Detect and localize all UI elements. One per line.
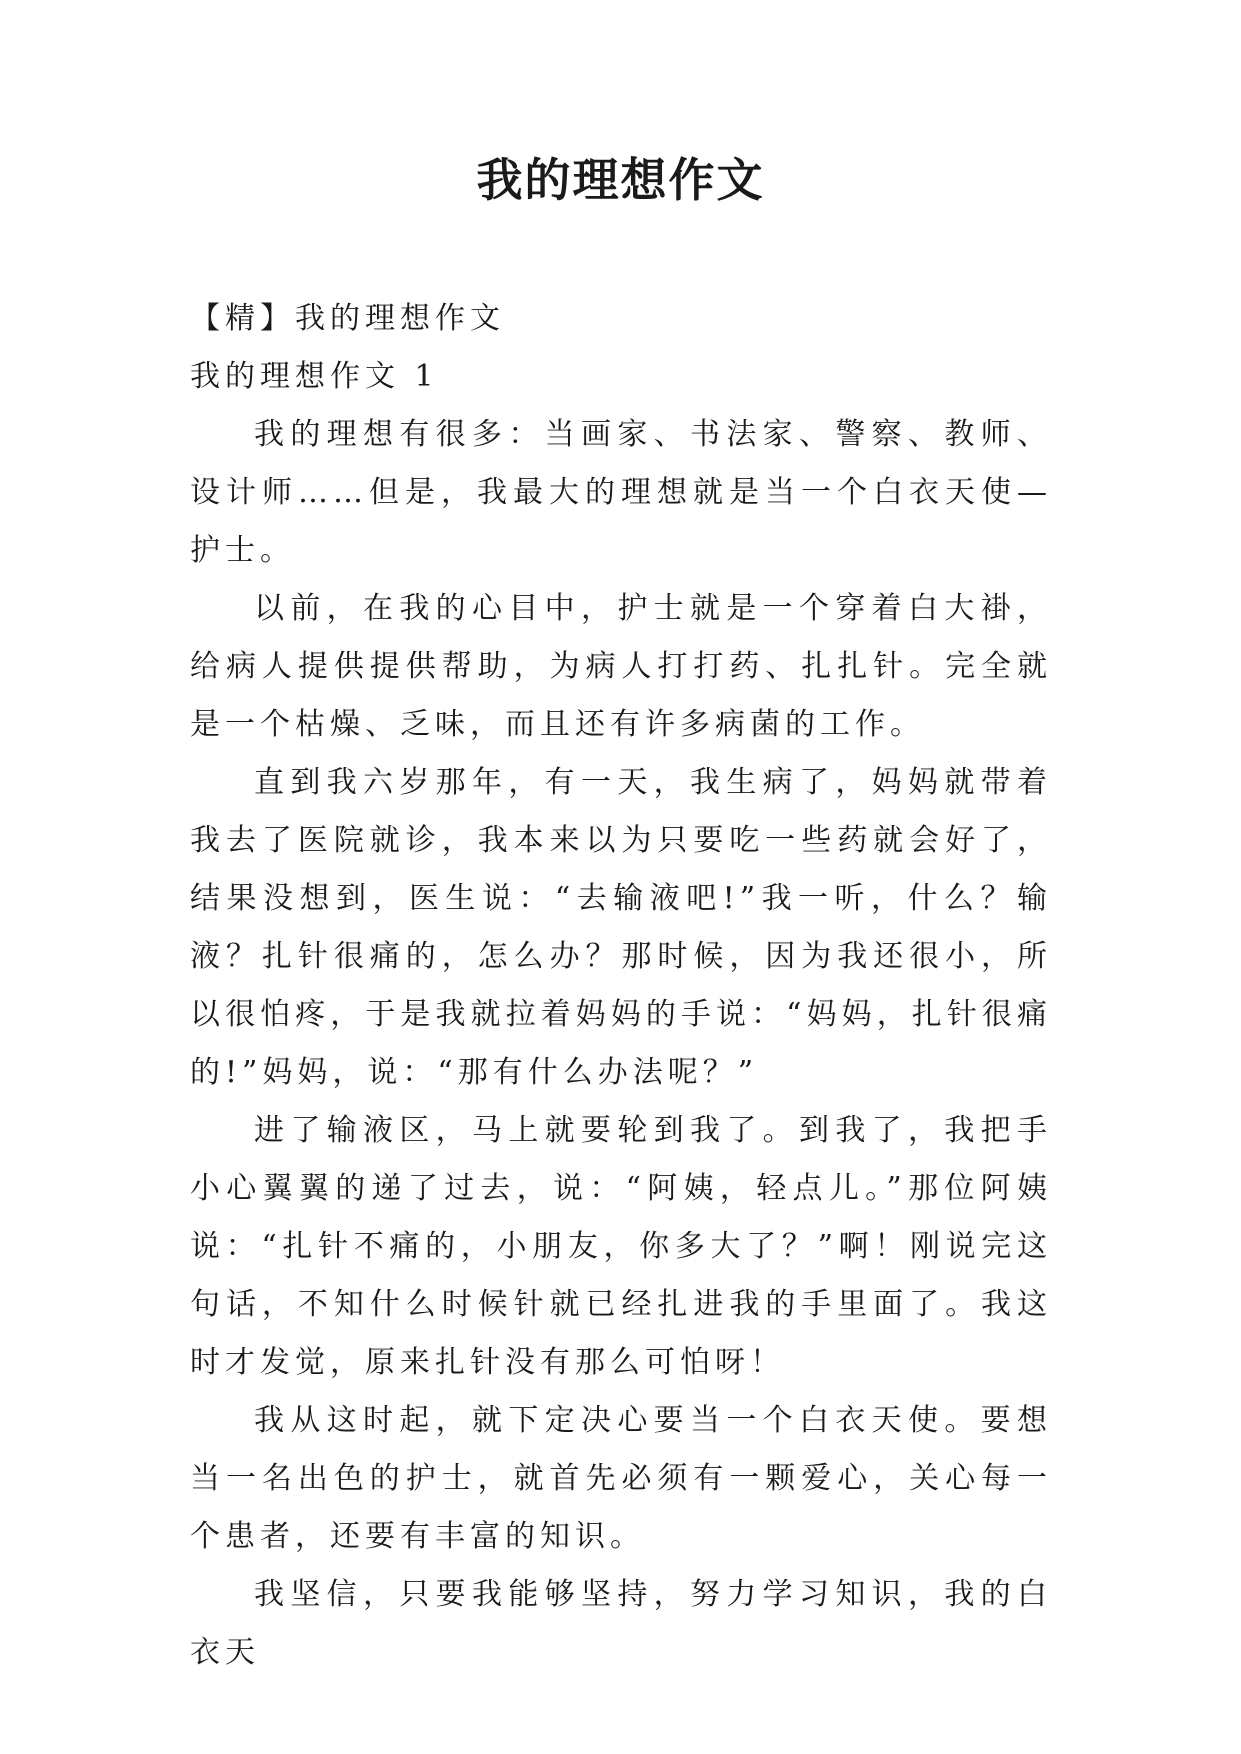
document-body: [190, 290, 1052, 1682]
paragraph-5: 我从这时起，就下定决心要当一个白衣天使。要想当一名出色的护士，就首先必须有一颗爱心，关心每一个患者，还要有丰富的知识。: [190, 1403, 1052, 1554]
paragraph-1: 我的理想有很多：当画家、书法家、警察、教师、设计师……但是，我最大的理想就是当一个白衣天使—护士。: [190, 417, 1052, 568]
paragraph-2: 以前，在我的心目中，护士就是一个穿着白大褂，给病人提供提供帮助，为病人打打药、扎扎针。完全就是一个枯燥、乏味，而且还有许多病菌的工作。: [190, 591, 1052, 742]
paragraph-3: 直到我六岁那年，有一天，我生病了，妈妈就带着我去了医院就诊，我本来以为只要吃一些药就会好了，结果没想到，医生说：“去输液吧!”我一听，什么？输液？扎针很痛的，怎么办？那时候，因为我还很小，所以很怕疼，于是我就拉着妈妈的手说：“妈妈，扎针很痛的!”妈妈，说：“那有什么办法呢？”: [190, 765, 1052, 1090]
article-subheading: 我的理想作文 1: [190, 359, 439, 394]
page-title: 我的理想作文: [476, 153, 765, 207]
paragraph-4: 进了输液区，马上就要轮到我了。到我了，我把手小心翼翼的递了过去，说：“阿姨，轻点儿。”那位阿姨说：“扎针不痛的，小朋友，你多大了？”啊！刚说完这句话，不知什么时候针就已经扎进我的手里面了。我这时才发觉，原来扎针没有那么可怕呀！: [190, 1113, 1052, 1380]
paragraph-6: 我坚信，只要我能够坚持，努力学习知识，我的白衣天: [190, 1577, 1052, 1670]
article-heading: 【精】我的理想作文: [190, 301, 505, 336]
